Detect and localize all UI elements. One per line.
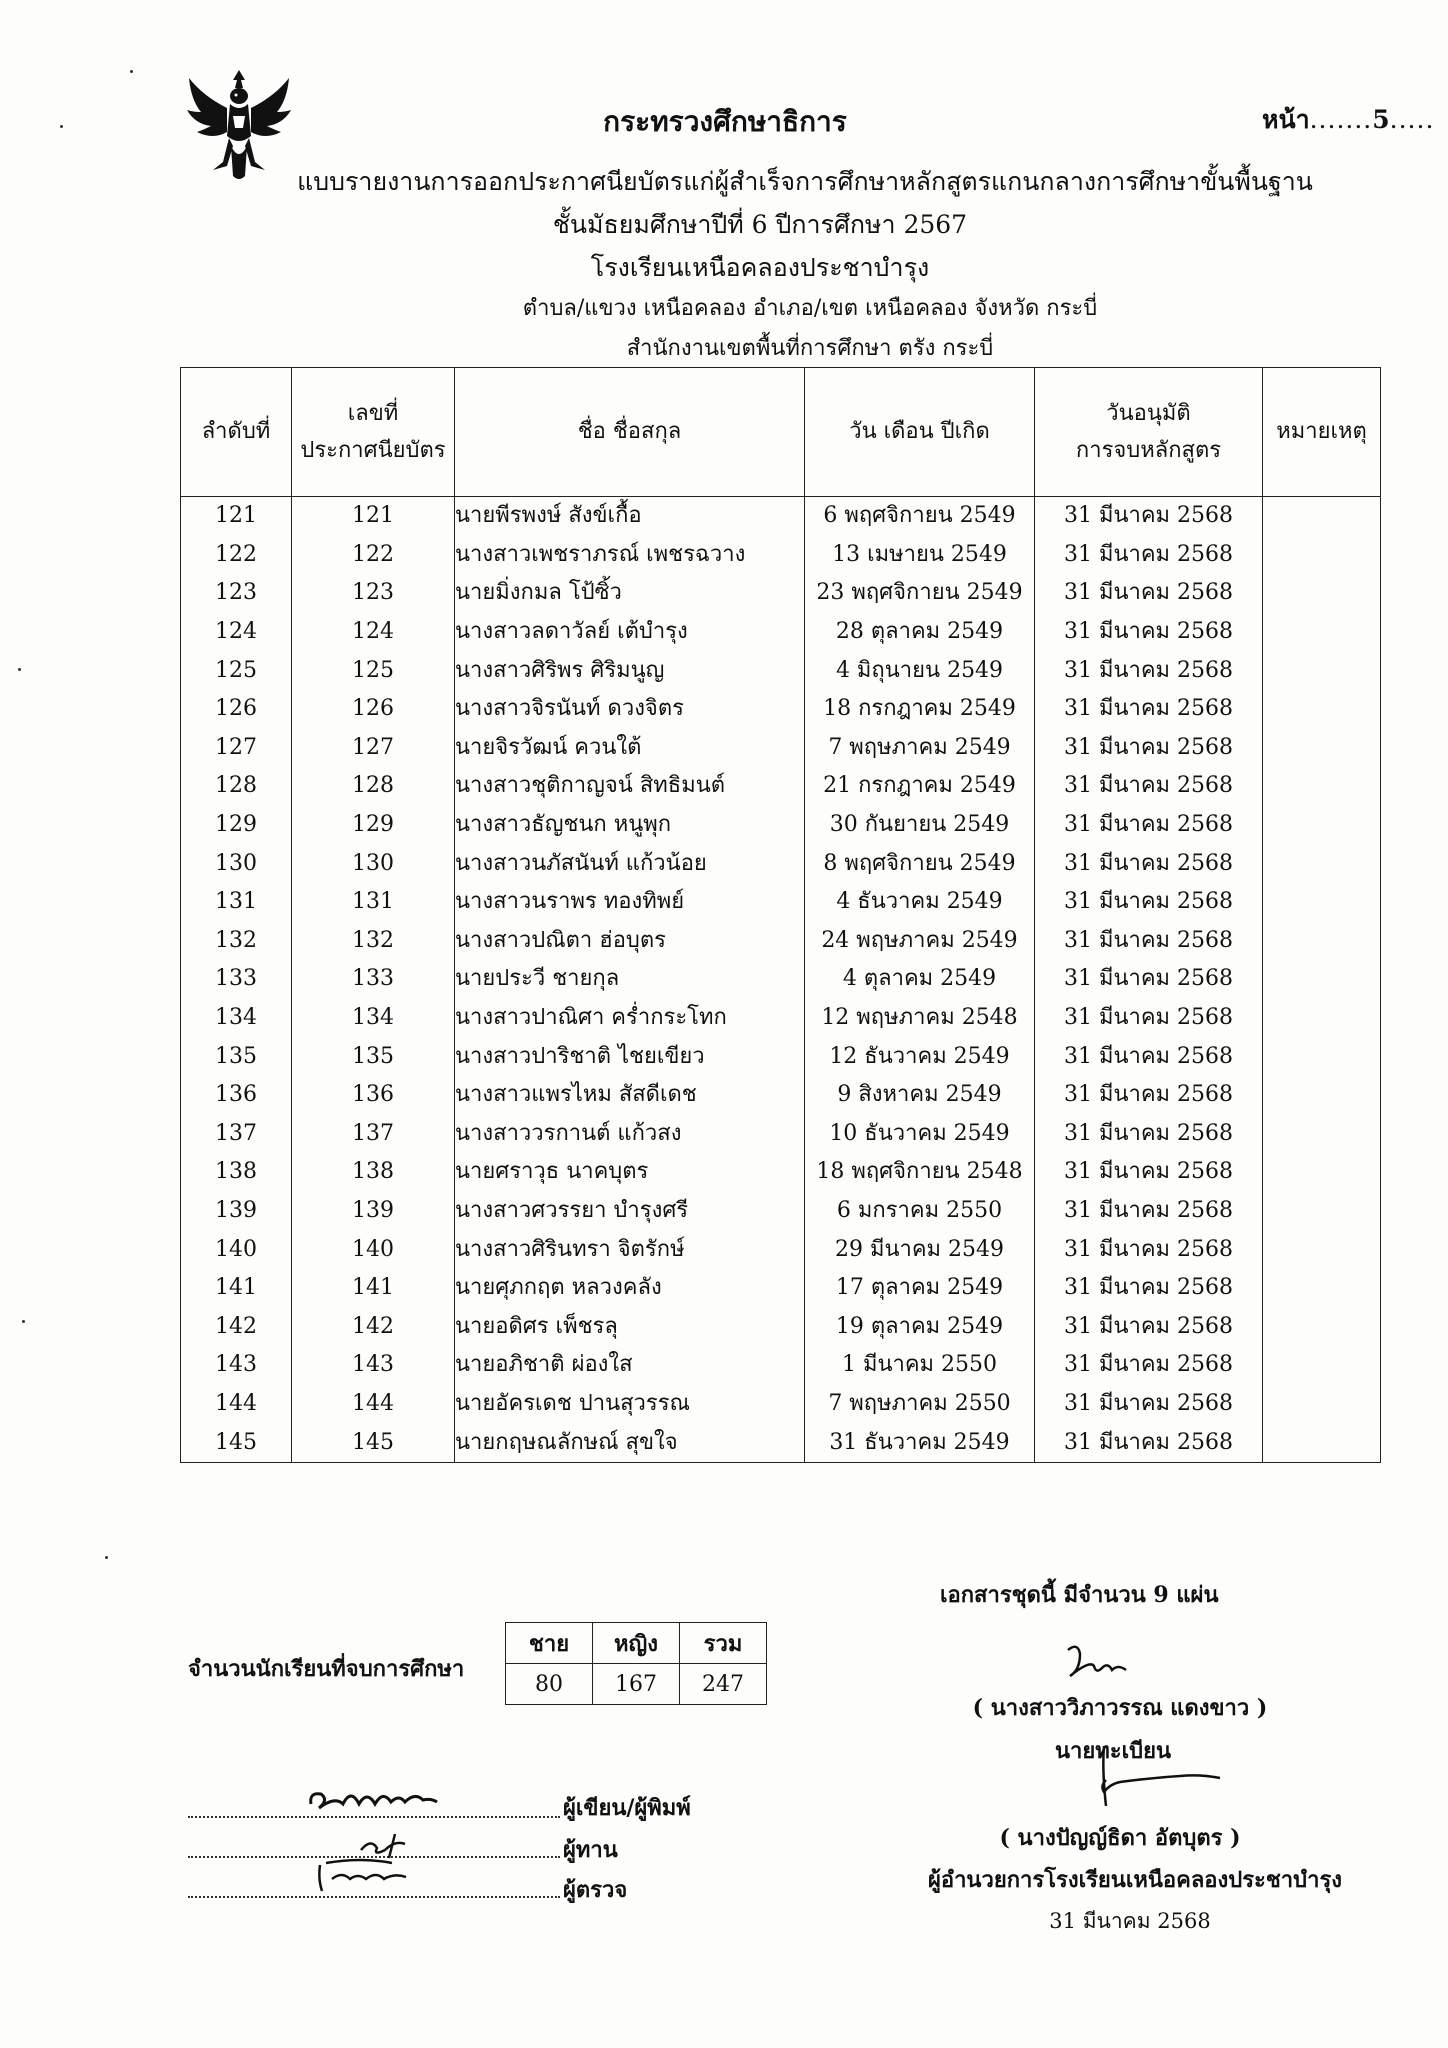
registrar-position: นายทะเบียน [1055,1738,1172,1764]
writer-role: ผู้เขียน/ผู้พิมพ์ [563,1795,691,1821]
cell-birth-date: 30 กันยายน 2549 [805,806,1035,845]
cell-birth-date: 9 สิงหาคม 2549 [805,1076,1035,1115]
cell-birth-date: 4 มิถุนายน 2549 [805,651,1035,690]
speck [18,668,21,671]
total-count: 247 [680,1664,767,1705]
male-header: ชาย [506,1623,593,1664]
cell-birth-date: 19 ตุลาคม 2549 [805,1307,1035,1346]
cell-name: นางสาวศิริพร ศิริมนูญ [455,651,805,690]
sign-date: 31 มีนาคม 2568 [1049,1909,1211,1933]
cell-birth-date: 18 กรกฎาคม 2549 [805,690,1035,729]
page-number: หน้า.......5..... [1262,105,1435,134]
cell-birth-date: 23 พฤศจิกายน 2549 [805,574,1035,613]
cell-remark [1263,574,1381,613]
cell-birth-date: 6 มกราคม 2550 [805,1192,1035,1231]
graduates-table [180,367,1381,1463]
cell-cert-number: 129 [292,806,455,845]
cell-cert-number: 125 [292,651,455,690]
cell-name: นายศราวุธ นาคบุตร [455,1153,805,1192]
cell-remark [1263,922,1381,961]
garuda-emblem-icon [183,66,295,184]
graduates-count-label: จำนวนนักเรียนที่จบการศึกษา [188,1656,465,1682]
female-header: หญิง [593,1623,680,1664]
cell-cert-number: 130 [292,844,455,883]
cell-name: นายกฤษณลักษณ์ สุขใจ [455,1423,805,1462]
speck [60,125,63,128]
cell-order: 131 [181,883,292,922]
cell-name: นายมิ่งกมล โป้ซิ้ว [455,574,805,613]
cell-birth-date: 7 พฤษภาคม 2549 [805,729,1035,768]
cell-remark [1263,1076,1381,1115]
table-row [181,960,1381,999]
cell-birth-date: 31 ธันวาคม 2549 [805,1423,1035,1462]
school-name: โรงเรียนเหนือคลองประชาบำรุง [590,253,930,282]
table-row [181,1230,1381,1269]
cell-approval-date: 31 มีนาคม 2568 [1035,922,1263,961]
cell-name: นางสาวปาณิศา คร่ำกระโทก [455,999,805,1038]
cell-cert-number: 135 [292,1037,455,1076]
cell-order: 124 [181,613,292,652]
director-name: ( นางปัญญ์ธิดา อัตบุตร ) [999,1825,1241,1851]
cell-birth-date: 28 ตุลาคม 2549 [805,613,1035,652]
cell-name: นางสาวปณิตา ฮ่อบุตร [455,922,805,961]
cell-name: นางสาวนภัสนันท์ แก้วน้อย [455,844,805,883]
ministry-title: กระทรวงศึกษาธิการ [603,105,847,138]
cell-cert-number: 143 [292,1346,455,1385]
cell-cert-number: 142 [292,1307,455,1346]
table-header-row [181,368,1381,497]
cell-remark [1263,1423,1381,1462]
cell-order: 140 [181,1230,292,1269]
cell-cert-number: 140 [292,1230,455,1269]
cell-approval-date: 31 มีนาคม 2568 [1035,1230,1263,1269]
col-birth-header: วัน เดือน ปีเกิด [805,368,1035,497]
cell-cert-number: 121 [292,497,455,536]
speck [22,1320,25,1323]
cell-name: นางสาวศิรินทรา จิตรักษ์ [455,1230,805,1269]
cell-order: 129 [181,806,292,845]
cell-remark [1263,806,1381,845]
cell-approval-date: 31 มีนาคม 2568 [1035,844,1263,883]
cell-approval-date: 31 มีนาคม 2568 [1035,729,1263,768]
cell-name: นายประวี ชายกุล [455,960,805,999]
col-order-header: ลำดับที่ [181,368,292,497]
cell-order: 125 [181,651,292,690]
director-position: ผู้อำนวยการโรงเรียนเหนือคลองประชาบำรุง [927,1867,1343,1893]
cell-cert-number: 141 [292,1269,455,1308]
cell-approval-date: 31 มีนาคม 2568 [1035,574,1263,613]
table-row [181,1346,1381,1385]
cell-remark [1263,1037,1381,1076]
cell-remark [1263,497,1381,536]
cell-birth-date: 7 พฤษภาคม 2550 [805,1385,1035,1424]
cell-order: 142 [181,1307,292,1346]
cell-cert-number: 126 [292,690,455,729]
cell-order: 123 [181,574,292,613]
cell-remark [1263,613,1381,652]
cell-order: 132 [181,922,292,961]
cell-approval-date: 31 มีนาคม 2568 [1035,497,1263,536]
cell-remark [1263,960,1381,999]
cell-order: 135 [181,1037,292,1076]
cell-remark [1263,1269,1381,1308]
cell-approval-date: 31 มีนาคม 2568 [1035,1076,1263,1115]
cell-order: 145 [181,1423,292,1462]
cell-name: นางสาวเพชราภรณ์ เพชรฉวาง [455,536,805,575]
cell-cert-number: 133 [292,960,455,999]
col-remark-header: หมายเหตุ [1263,368,1381,497]
cell-remark [1263,1307,1381,1346]
cell-approval-date: 31 มีนาคม 2568 [1035,613,1263,652]
cell-remark [1263,883,1381,922]
cell-approval-date: 31 มีนาคม 2568 [1035,806,1263,845]
cell-name: นายอัครเดช ปานสุวรรณ [455,1385,805,1424]
cell-order: 130 [181,844,292,883]
cell-name: นายจิรวัฒน์ ควนใต้ [455,729,805,768]
cell-birth-date: 12 พฤษภาคม 2548 [805,999,1035,1038]
table-row [181,844,1381,883]
table-row [181,922,1381,961]
cell-order: 128 [181,767,292,806]
cell-approval-date: 31 มีนาคม 2568 [1035,1192,1263,1231]
cell-name: นางสาวธัญชนก หนูพุก [455,806,805,845]
male-count: 80 [506,1664,593,1705]
cell-birth-date: 17 ตุลาคม 2549 [805,1269,1035,1308]
cell-name: นายพีรพงษ์ สังข์เกื้อ [455,497,805,536]
checker-role: ผู้ตรวจ [563,1877,628,1903]
speck [130,70,133,73]
cell-order: 133 [181,960,292,999]
cell-name: นางสาวจิรนันท์ ดวงจิตร [455,690,805,729]
cell-approval-date: 31 มีนาคม 2568 [1035,1307,1263,1346]
cell-order: 121 [181,497,292,536]
cell-order: 139 [181,1192,292,1231]
cell-cert-number: 122 [292,536,455,575]
cell-birth-date: 4 ธันวาคม 2549 [805,883,1035,922]
cell-approval-date: 31 มีนาคม 2568 [1035,960,1263,999]
cell-remark [1263,767,1381,806]
cell-birth-date: 10 ธันวาคม 2549 [805,1115,1035,1154]
report-title: แบบรายงานการออกประกาศนียบัตรแก่ผู้สำเร็จการศึกษาหลักสูตรแกนกลางการศึกษาขั้นพื้นฐาน [297,167,1313,196]
cell-name: นายศุภกฤต หลวงคลัง [455,1269,805,1308]
cell-birth-date: 13 เมษายน 2549 [805,536,1035,575]
cell-cert-number: 138 [292,1153,455,1192]
table-row [181,806,1381,845]
cell-cert-number: 127 [292,729,455,768]
school-location: ตำบล/แขวง เหนือคลอง อำเภอ/เขต เหนือคลอง จังหวัด กระบี่ [522,296,1098,321]
cell-birth-date: 29 มีนาคม 2549 [805,1230,1035,1269]
table-row [181,1192,1381,1231]
cell-remark [1263,1115,1381,1154]
table-row [181,1307,1381,1346]
cell-name: นางสาวศวรรยา บำรุงศรี [455,1192,805,1231]
female-count: 167 [593,1664,680,1705]
cell-name: นางสาววรกานต์ แก้วสง [455,1115,805,1154]
page-label: หน้า [1262,105,1310,134]
table-row [181,1269,1381,1308]
cell-cert-number: 134 [292,999,455,1038]
cell-cert-number: 144 [292,1385,455,1424]
cell-remark [1263,651,1381,690]
cell-name: นายอดิศร เพ็ชรลุ [455,1307,805,1346]
cell-remark [1263,1385,1381,1424]
cell-order: 144 [181,1385,292,1424]
cell-birth-date: 24 พฤษภาคม 2549 [805,922,1035,961]
table-row [181,1037,1381,1076]
cell-name: นางสาวชุติกาญจน์ สิทธิมนต์ [455,767,805,806]
table-row [181,729,1381,768]
table-row [181,1423,1381,1462]
total-header: รวม [680,1623,767,1664]
cell-approval-date: 31 มีนาคม 2568 [1035,1153,1263,1192]
cell-remark [1263,729,1381,768]
cell-approval-date: 31 มีนาคม 2568 [1035,999,1263,1038]
cell-order: 122 [181,536,292,575]
cell-remark [1263,690,1381,729]
director-signature-icon [1090,1740,1230,1810]
table-row [181,883,1381,922]
cell-approval-date: 31 มีนาคม 2568 [1035,1346,1263,1385]
cell-name: นายอภิชาติ ผ่องใส [455,1346,805,1385]
cell-remark [1263,844,1381,883]
table-row [181,651,1381,690]
cell-birth-date: 18 พฤศจิกายน 2548 [805,1153,1035,1192]
cell-approval-date: 31 มีนาคม 2568 [1035,1115,1263,1154]
cell-order: 138 [181,1153,292,1192]
table-row [181,1153,1381,1192]
cell-birth-date: 1 มีนาคม 2550 [805,1346,1035,1385]
cell-cert-number: 131 [292,883,455,922]
table-row [181,536,1381,575]
col-approve-header: วันอนุมัติ การจบหลักสูตร [1035,368,1263,497]
cell-order: 136 [181,1076,292,1115]
checker-signature-line [188,1896,560,1898]
cell-cert-number: 136 [292,1076,455,1115]
cell-approval-date: 31 มีนาคม 2568 [1035,690,1263,729]
table-row [181,999,1381,1038]
cell-approval-date: 31 มีนาคม 2568 [1035,1423,1263,1462]
cell-approval-date: 31 มีนาคม 2568 [1035,767,1263,806]
page-number-value: 5 [1372,105,1390,134]
grade-year: ชั้นมัธยมศึกษาปีที่ 6 ปีการศึกษา 2567 [552,210,968,239]
cell-cert-number: 124 [292,613,455,652]
cell-approval-date: 31 มีนาคม 2568 [1035,1037,1263,1076]
cell-name: นางสาวลดาวัลย์ เต้บำรุง [455,613,805,652]
cell-approval-date: 31 มีนาคม 2568 [1035,883,1263,922]
cell-cert-number: 128 [292,767,455,806]
registrar-name: ( นางสาววิภาวรรณ แดงขาว ) [972,1695,1268,1721]
cell-approval-date: 31 มีนาคม 2568 [1035,536,1263,575]
cell-remark [1263,1346,1381,1385]
cell-birth-date: 4 ตุลาคม 2549 [805,960,1035,999]
graduates-summary-table [505,1622,767,1705]
cell-birth-date: 8 พฤศจิกายน 2549 [805,844,1035,883]
cell-order: 126 [181,690,292,729]
table-row [181,497,1381,536]
cell-name: นางสาวแพรไหม สัสดีเดช [455,1076,805,1115]
table-row [181,767,1381,806]
table-row [181,1076,1381,1115]
cell-approval-date: 31 มีนาคม 2568 [1035,651,1263,690]
cell-approval-date: 31 มีนาคม 2568 [1035,1269,1263,1308]
cell-remark [1263,999,1381,1038]
cell-birth-date: 21 กรกฎาคม 2549 [805,767,1035,806]
education-office: สำนักงานเขตพื้นที่การศึกษา ตรัง กระบี่ [626,336,994,361]
cell-name: นางสาวปาริชาติ ไชยเขียว [455,1037,805,1076]
speck [105,1556,108,1559]
col-cert-header: เลขที่ ประกาศนียบัตร [292,368,455,497]
cell-order: 143 [181,1346,292,1385]
table-row [181,1115,1381,1154]
cell-order: 137 [181,1115,292,1154]
registrar-signature-icon [1060,1640,1140,1690]
reader-role: ผู้ทาน [563,1837,618,1863]
document-page-count: เอกสารชุดนี้ มีจำนวน 9 แผ่น [940,1582,1219,1608]
table-row [181,690,1381,729]
cell-approval-date: 31 มีนาคม 2568 [1035,1385,1263,1424]
writer-signature-icon [305,1778,445,1818]
cell-cert-number: 145 [292,1423,455,1462]
table-row [181,1385,1381,1424]
cell-remark [1263,1192,1381,1231]
cell-cert-number: 123 [292,574,455,613]
cell-remark [1263,1153,1381,1192]
cell-order: 134 [181,999,292,1038]
cell-order: 141 [181,1269,292,1308]
cell-order: 127 [181,729,292,768]
cell-cert-number: 132 [292,922,455,961]
cell-cert-number: 137 [292,1115,455,1154]
cell-name: นางสาวนราพร ทองทิพย์ [455,883,805,922]
cell-cert-number: 139 [292,1192,455,1231]
cell-remark [1263,536,1381,575]
table-row [181,574,1381,613]
cell-birth-date: 12 ธันวาคม 2549 [805,1037,1035,1076]
table-row [181,613,1381,652]
checker-signature-icon [312,1855,432,1895]
col-name-header: ชื่อ ชื่อสกุล [455,368,805,497]
cell-remark [1263,1230,1381,1269]
cell-birth-date: 6 พฤศจิกายน 2549 [805,497,1035,536]
